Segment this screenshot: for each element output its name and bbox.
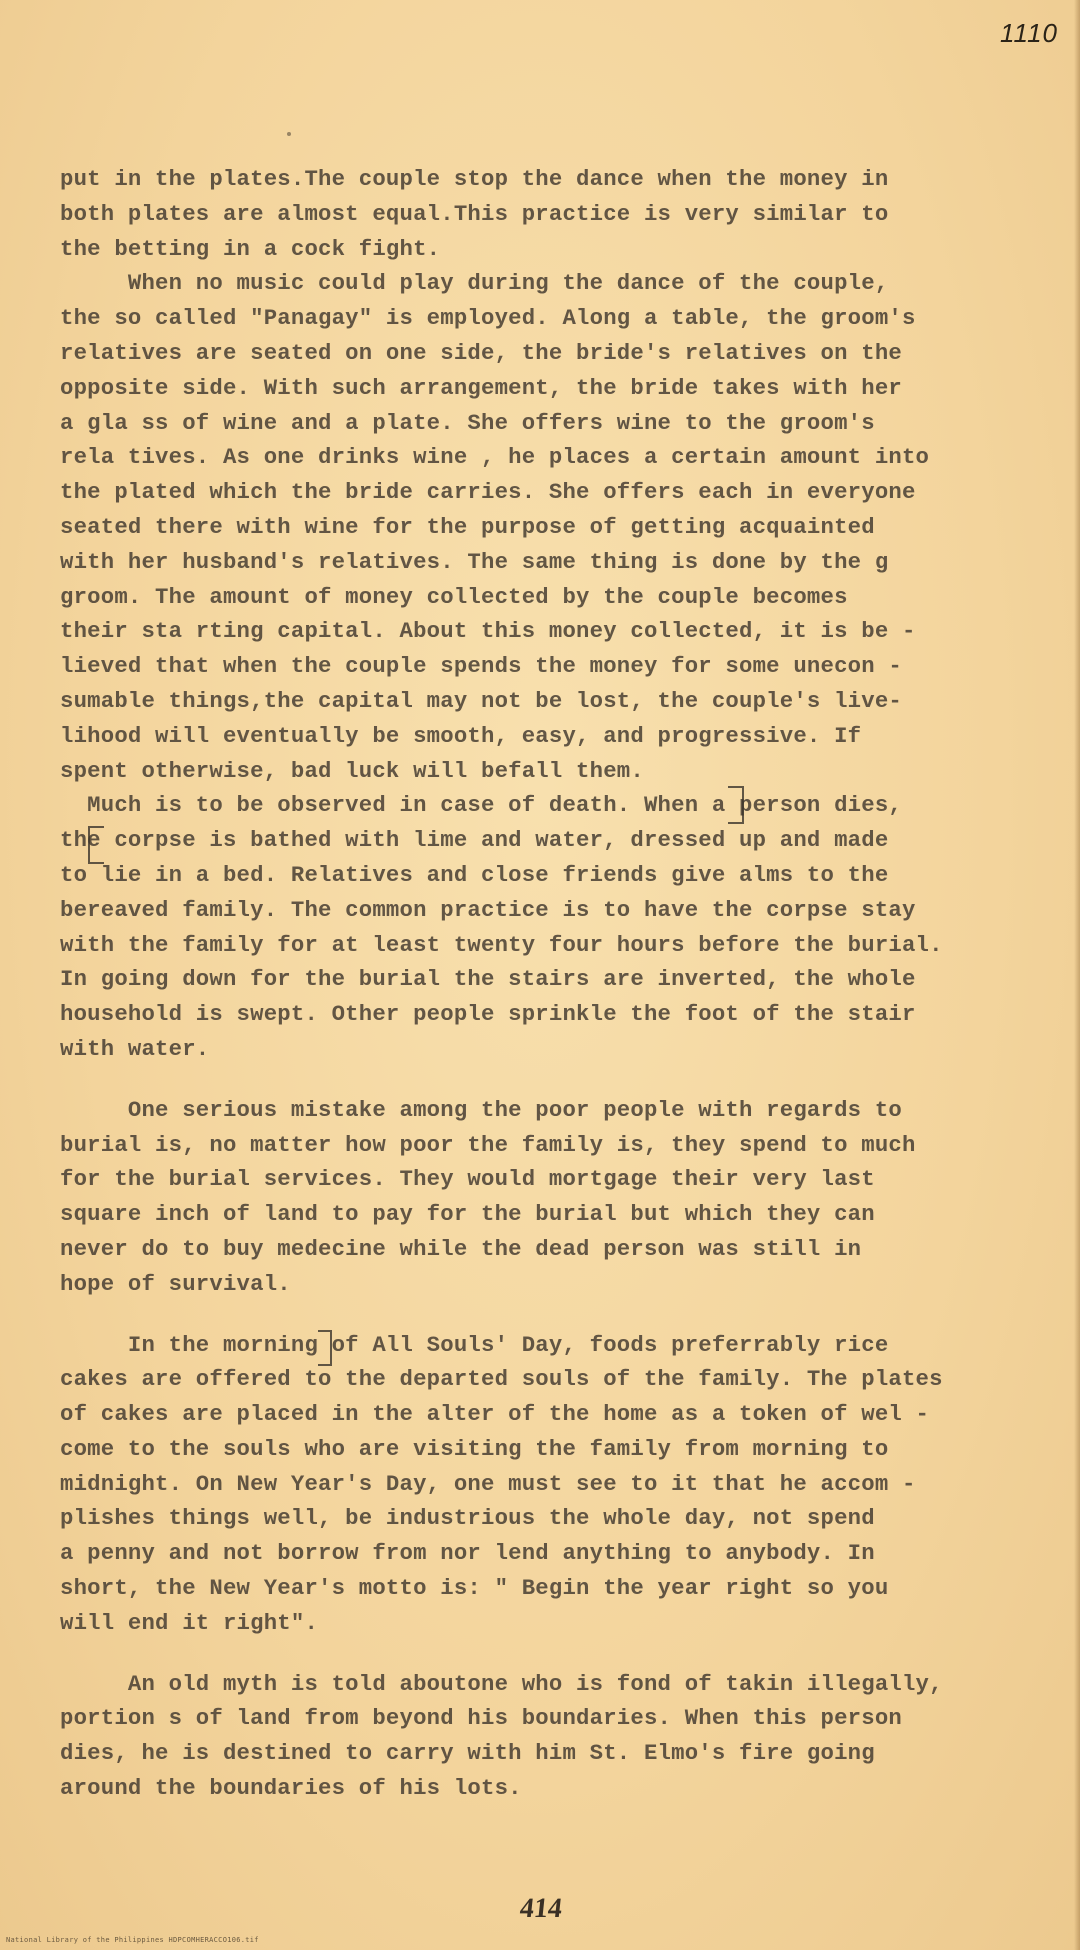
ink-speck [287,132,291,136]
pencil-bracket-mark [728,786,744,824]
text-line: lihood will eventually be smooth, easy, and progressive. If [60,722,862,749]
text-line: midnight. On New Year's Day, one must see to it that he accom - [60,1470,916,1497]
text-line: When no music could play during the dance of the couple, [60,270,889,297]
text-line: both plates are almost equal.This practice is very similar to [60,200,889,227]
text-line: bereaved family. The common practice is to have the corpse stay [60,896,916,923]
archive-label: National Library of the Philippines HDPCOMHERACCO106.tif [6,1936,259,1944]
page-edge-shadow [1074,0,1080,1950]
paragraph-gap [60,1067,1030,1093]
text-line: the betting in a cock fight. [60,235,441,262]
text-line: plishes things well, be industrious the whole day, not spend [60,1505,875,1532]
paragraph-gap [60,1641,1030,1667]
text-line: portion s of land from beyond his boundaries. When this person [60,1705,902,1732]
text-line: to lie in a bed. Relatives and close friends give alms to the [60,861,889,888]
text-line: a penny and not borrow from nor lend anything to anybody. In [60,1540,875,1567]
text-line: put in the plates.The couple stop the dance when the money in [60,166,889,192]
text-line: sumable things,the capital may not be lost, the couple's live- [60,687,902,714]
text-line: with the family for at least twenty four hours before the burial. [60,931,943,958]
text-line: the corpse is bathed with lime and water, dressed up and made [60,827,889,854]
text-line: of cakes are placed in the alter of the home as a token of wel - [60,1401,930,1428]
handwritten-page-number: 1110 [1000,18,1058,48]
pencil-bracket-mark [318,1330,332,1366]
text-line: spent otherwise, bad luck will befall them. [60,757,644,784]
text-line: One serious mistake among the poor people with regards to [60,1096,902,1123]
text-line: Much is to be observed in case of death. When a person dies, [60,792,902,819]
text-line: opposite side. With such arrangement, the bride takes with her [60,374,902,401]
text-line: come to the souls who are visiting the family from morning to [60,1435,889,1462]
text-line: seated there with wine for the purpose of getting acquainted [60,513,875,540]
text-line: rela tives. As one drinks wine , he places a certain amount into [60,444,930,471]
text-line: square inch of land to pay for the burial but which they can [60,1201,875,1228]
paragraph-gap [60,1302,1030,1328]
text-line: In going down for the burial the stairs are inverted, the whole [60,966,916,993]
text-line: groom. The amount of money collected by the couple becomes [60,583,848,610]
typewritten-text [60,162,1030,1806]
text-line: for the burial services. They would mortgage their very last [60,1166,875,1193]
text-line: relatives are seated on one side, the bride's relatives on the [60,339,902,366]
text-line: the so called "Panagay" is employed. Along a table, the groom's [60,305,916,332]
text-line: household is swept. Other people sprinkle the foot of the stair [60,1001,916,1028]
text-line: short, the New Year's motto is: " Begin the year right so you [60,1575,889,1602]
pencil-bracket-mark [88,826,104,864]
text-line: cakes are offered to the departed souls of the family. The plates [60,1366,943,1393]
handwritten-folio-number: 414 [518,1893,564,1924]
text-line: An old myth is told aboutone who is fond of takin illegally, [60,1670,943,1697]
text-line: around the boundaries of his lots. [60,1775,522,1802]
text-line: a gla ss of wine and a plate. She offers wine to the groom's [60,409,875,436]
text-line: their sta rting capital. About this money collected, it is be - [60,618,916,645]
text-line: with water. [60,1035,210,1062]
text-line: with her husband's relatives. The same thing is done by the g [60,548,889,575]
text-line: lieved that when the couple spends the money for some unecon - [60,653,902,680]
text-line: never do to buy medecine while the dead person was still in [60,1235,862,1262]
text-line: burial is, no matter how poor the family is, they spend to much [60,1131,916,1158]
text-line: In the morning of All Souls' Day, foods preferrably rice [60,1331,889,1358]
text-line: dies, he is destined to carry with him St. Elmo's fire going [60,1740,875,1767]
text-line: will end it right". [60,1609,319,1636]
text-line: hope of survival. [60,1270,291,1297]
text-line: the plated which the bride carries. She offers each in everyone [60,479,916,506]
